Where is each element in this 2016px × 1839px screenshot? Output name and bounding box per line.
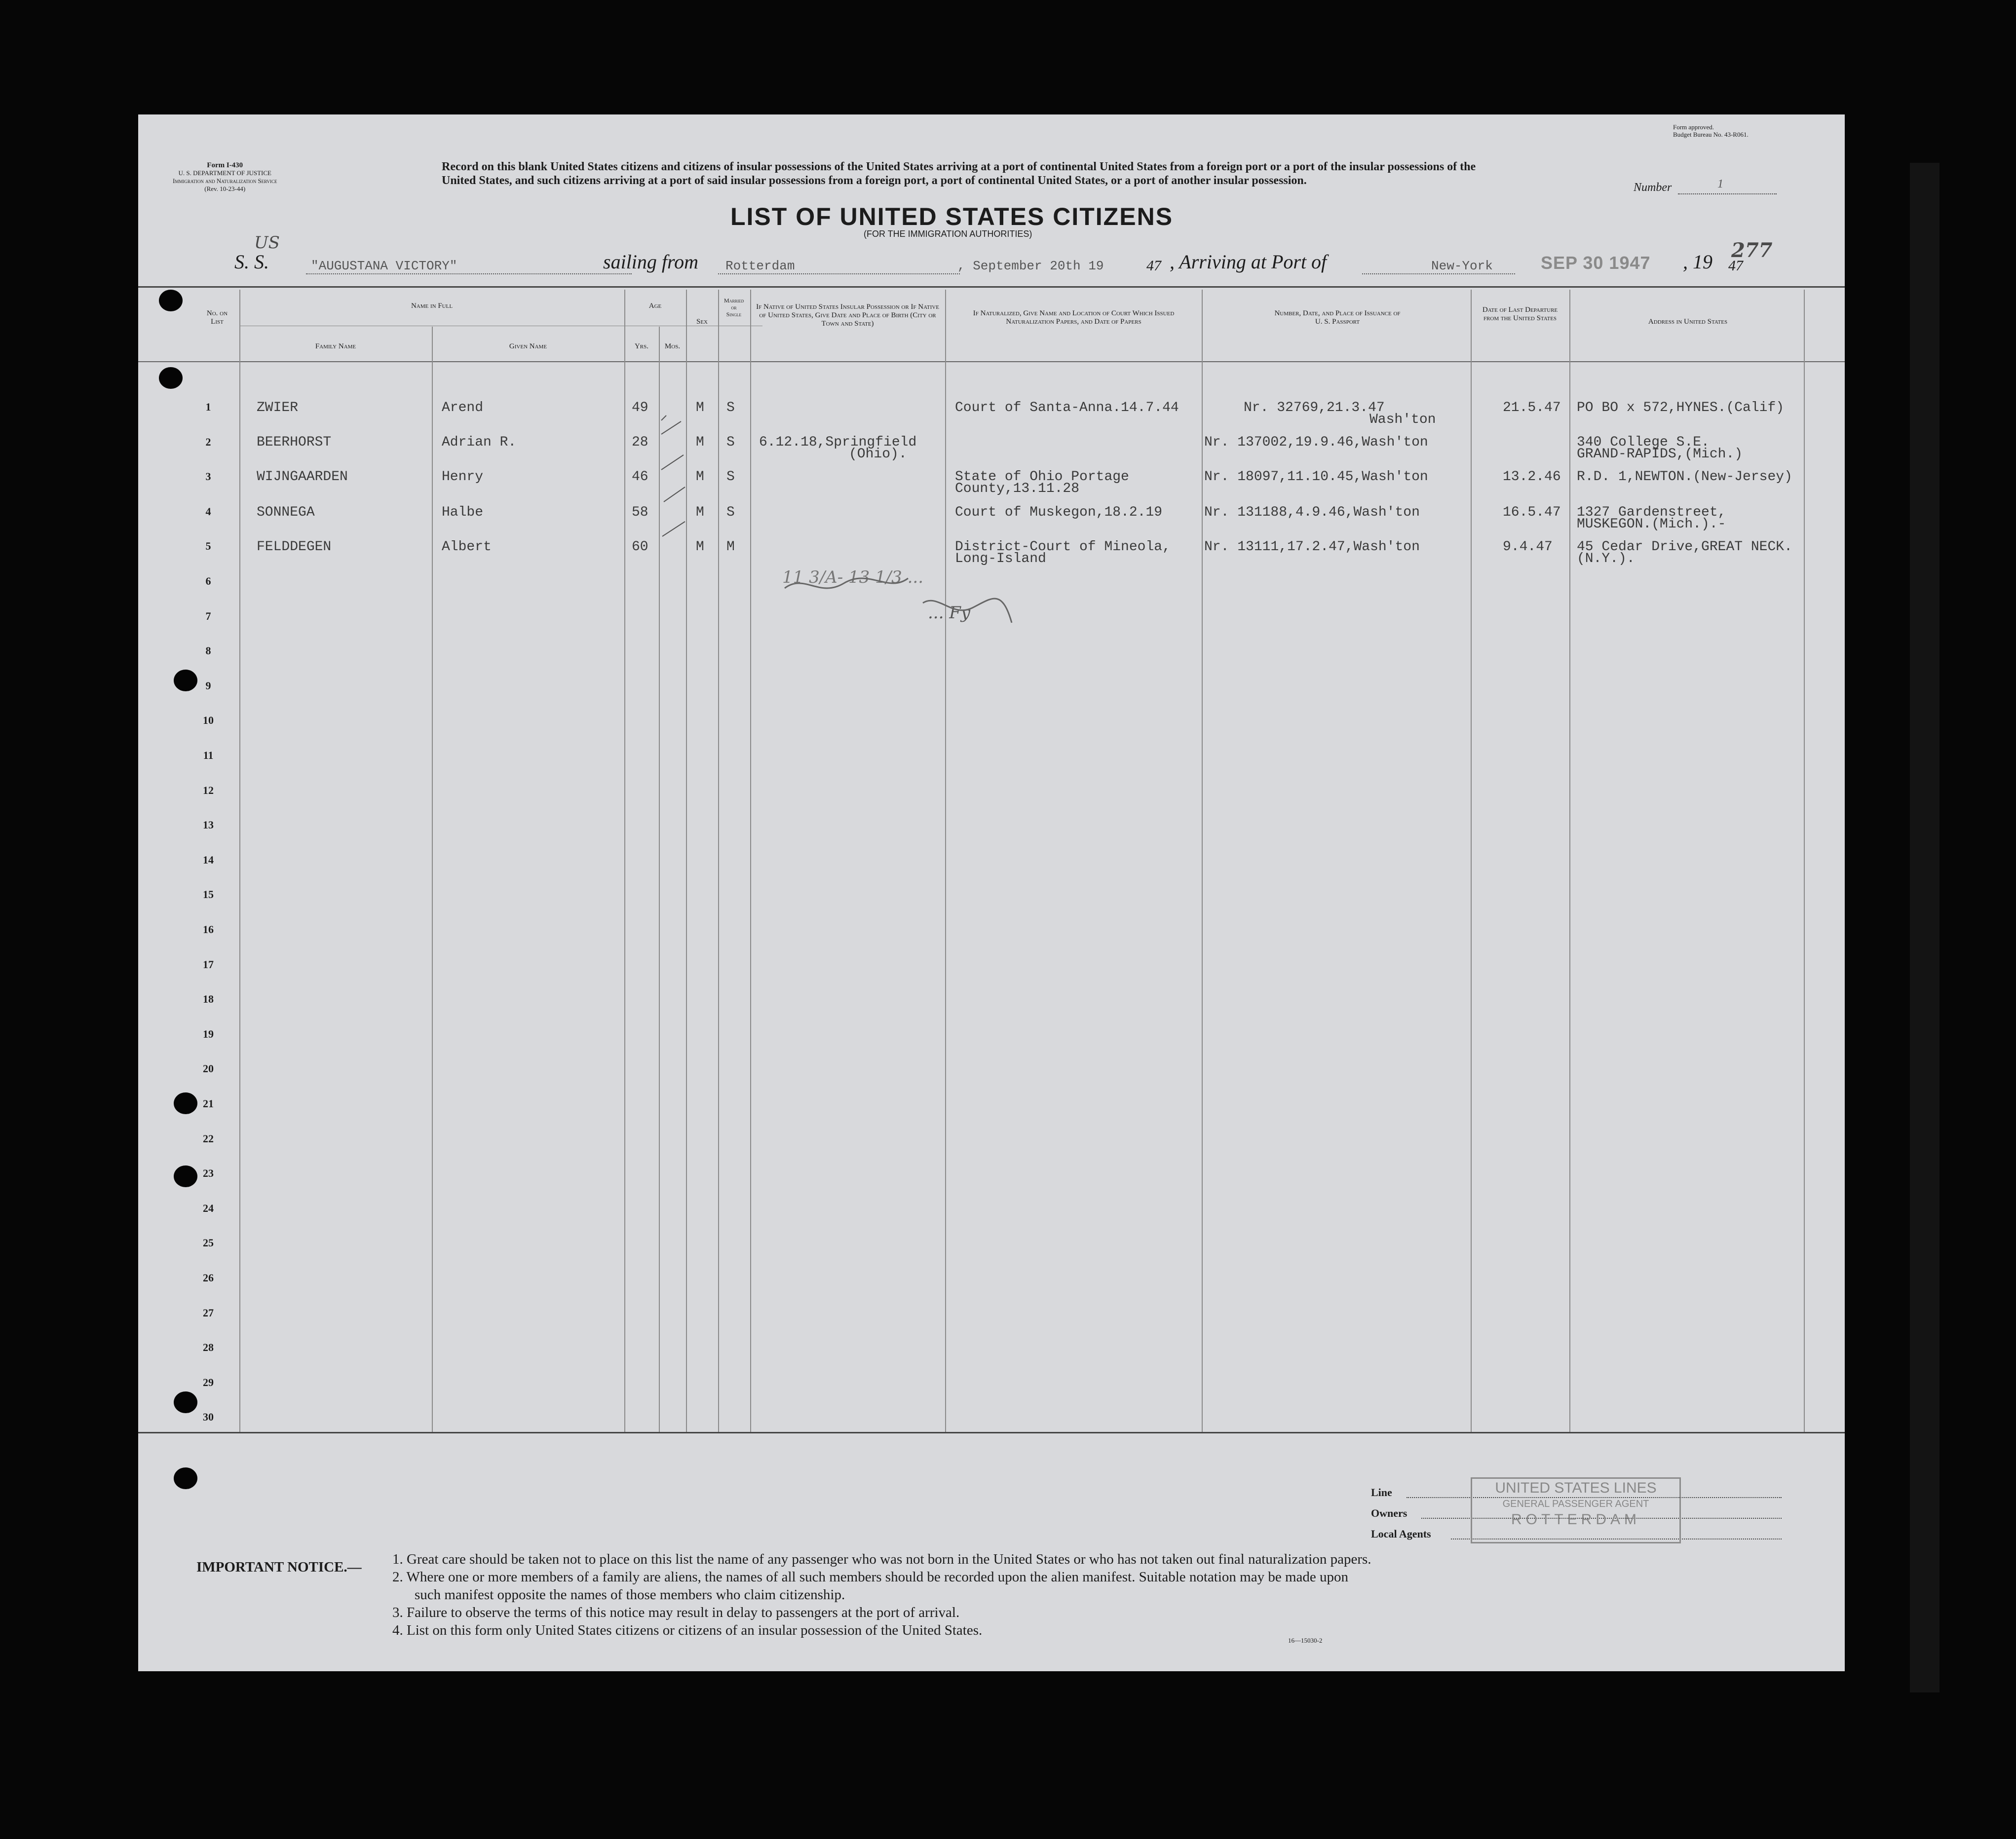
col-age: Age — [648, 302, 662, 310]
sailing-date — [957, 259, 1103, 273]
dept-line: U. S. DEPARTMENT OF JUSTICE — [178, 169, 271, 177]
col-given-name: Given Name — [509, 342, 547, 350]
col-name-in-full: Name in Full — [411, 302, 453, 310]
passport-cell: Nr. 137002,19.9.46,Wash'ton — [1204, 435, 1428, 450]
arriving-label: , Arriving at Port of — [1170, 251, 1327, 273]
date-text: , September 20th 19 — [957, 259, 1104, 273]
col-no-on-list: No. on List — [206, 309, 228, 326]
row-number: 3 — [205, 470, 211, 483]
row-number: 27 — [203, 1306, 214, 1319]
row-number: 13 — [203, 819, 214, 831]
punch-hole — [159, 290, 183, 311]
form-number: Form I-430 — [207, 161, 243, 169]
passport-cell: Nr. 32769,21.3.47 — [1244, 400, 1385, 415]
handwritten-note: 11 3/A- 13 1/3 ... — [782, 567, 924, 587]
arrival-stamp: SEP 30 1947 — [1541, 253, 1651, 273]
ss-label: S. S. — [234, 251, 269, 273]
col-family-name: Family Name — [315, 342, 356, 350]
naturalization-cell: State of Ohio Portage — [955, 469, 1129, 485]
notice-title: IMPORTANT NOTICE.— — [196, 1559, 362, 1575]
sex-cell: M — [696, 400, 704, 415]
department-block — [173, 161, 277, 193]
row-number: 23 — [203, 1167, 214, 1180]
page-title: LIST OF UNITED STATES CITIZENS — [730, 203, 1174, 230]
col-yrs: Yrs. — [634, 342, 649, 350]
row-number: 10 — [203, 714, 214, 727]
table-bottom-rule — [138, 1432, 1845, 1433]
naturalization-cell: Court of Muskegon,18.2.19 — [955, 505, 1163, 520]
address-cell: MUSKEGON.(Mich.).- — [1577, 517, 1726, 532]
marital-status-cell: S — [726, 469, 735, 485]
row-number: 21 — [203, 1097, 214, 1110]
notice-item: such manifest opposite the names of those members who claim citizenship. — [415, 1587, 845, 1603]
naturalization-cell: County,13.11.28 — [955, 481, 1080, 496]
form-code: 16—15030-2 — [1288, 1637, 1323, 1644]
family-name-cell: FELDDEGEN — [257, 539, 332, 555]
notice-item: 3. Failure to observe the terms of this notice may result in delay to passengers at the port of arrival. — [392, 1605, 960, 1620]
address-cell: R.D. 1,NEWTON.(New-Jersey) — [1577, 469, 1792, 485]
col-divider — [1804, 290, 1805, 1432]
given-name-cell: Adrian R. — [442, 435, 517, 450]
naturalization-cell: District-Court of Mineola, — [955, 539, 1171, 555]
stamp-line: UNITED STATES LINES — [1495, 1480, 1657, 1496]
age-years-cell: 58 — [632, 505, 648, 520]
address-cell: 340 College S.E. — [1577, 435, 1710, 450]
family-name-cell: ZWIER — [257, 400, 299, 415]
line-label: Line — [1371, 1486, 1392, 1499]
year-suffix: 47 — [1728, 258, 1743, 274]
col-naturalized: If Naturalized, Give Name and Location of Court Which Issued Naturalization Papers, and Date of Papers — [973, 309, 1175, 326]
naturalization-cell: Court of Santa-Anna.14.7.44 — [955, 400, 1179, 415]
notice-item: 1. Great care should be taken not to place on this list the name of any passenger who was not born in the United States or who has not taken out final naturalization papers. — [392, 1551, 1371, 1567]
row-number: 15 — [203, 888, 214, 901]
row-number: 17 — [203, 958, 214, 971]
family-name-cell: BEERHORST — [257, 435, 332, 450]
sailing-from: Rotterdam — [725, 259, 795, 273]
col-passport: Number, Date, and Place of Issuance of U. S. Passport — [1274, 309, 1401, 326]
row-number: 20 — [203, 1062, 214, 1075]
age-years-cell: 46 — [632, 469, 648, 485]
row-number: 18 — [203, 993, 214, 1006]
departure-date-cell: 21.5.47 — [1503, 400, 1561, 415]
col-divider — [1202, 290, 1203, 1432]
dept-line: (Rev. 10-23-44) — [204, 185, 246, 192]
handwritten-note: ... Fy — [928, 603, 971, 623]
punch-hole — [174, 1391, 197, 1413]
ship-name-line — [306, 273, 632, 274]
col-divider — [432, 327, 433, 1432]
age-years-cell: 60 — [632, 539, 648, 555]
col-address: Address in United States — [1648, 318, 1728, 326]
col-native: If Native of United States Insular Possession or If Native of United States, Give Date and Place of Birth (City or Town and State) — [756, 303, 939, 328]
stamp-line: GENERAL PASSENGER AGENT — [1502, 1499, 1649, 1509]
punch-hole — [159, 367, 183, 389]
age-years-cell: 28 — [632, 435, 648, 450]
number-value: 1 — [1717, 178, 1723, 190]
row-number: 29 — [203, 1376, 214, 1389]
address-cell: GRAND-RAPIDS,(Mich.) — [1577, 447, 1743, 462]
row-number: 11 — [203, 749, 214, 761]
row-number: 4 — [205, 505, 211, 518]
row-number: 19 — [203, 1027, 214, 1040]
naturalization-cell: Long-Island — [955, 551, 1046, 566]
notice-item: 4. List on this form only United States citizens or citizens of an insular possession of the United States. — [392, 1622, 983, 1638]
col-last-departure: Date of Last Departure from the United States — [1482, 306, 1558, 322]
address-cell: 45 Cedar Drive,GREAT NECK. — [1577, 539, 1792, 555]
punch-hole — [174, 1467, 197, 1489]
stamp-line: ROTTERDAM — [1511, 1511, 1640, 1528]
row-number: 26 — [203, 1272, 214, 1284]
given-name-cell: Halbe — [442, 505, 484, 520]
row-number: 22 — [203, 1132, 214, 1145]
row-number: 16 — [203, 923, 214, 936]
ship-name: "AUGUSTANA VICTORY" — [311, 259, 457, 273]
col-mos: Mos. — [664, 342, 681, 350]
col-divider — [718, 290, 719, 1432]
table-top-rule — [138, 286, 1845, 288]
form-approved-note — [1673, 123, 1749, 138]
form-approved-line: Form approved. — [1673, 123, 1714, 131]
marital-status-cell: M — [726, 539, 735, 555]
col-divider — [1569, 290, 1570, 1432]
row-number: 7 — [205, 609, 211, 622]
address-cell: 1327 Gardenstreet, — [1577, 505, 1726, 520]
row-number: 12 — [203, 784, 214, 796]
row-number: 2 — [205, 435, 211, 448]
departure-date-cell: 16.5.47 — [1503, 505, 1561, 520]
list-number: 277 — [1731, 239, 1773, 262]
marital-status-cell: S — [726, 400, 735, 415]
row-number: 5 — [205, 540, 211, 553]
col-divider — [624, 290, 625, 1432]
departure-date-cell: 9.4.47 — [1503, 539, 1553, 555]
age-tick-marks — [656, 396, 716, 652]
scan-edge-mark — [1910, 163, 1940, 1692]
header-bottom-rule — [138, 361, 1845, 362]
local-agents-label: Local Agents — [1371, 1528, 1431, 1540]
date-year: 47 — [1146, 258, 1161, 274]
col-divider — [750, 290, 751, 1432]
row-number: 1 — [205, 401, 211, 413]
passport-cell: Wash'ton — [1369, 412, 1436, 427]
row-number: 30 — [203, 1411, 214, 1424]
marital-status-cell: S — [726, 435, 735, 450]
budget-bureau-line: Budget Bureau No. 43-R061. — [1673, 131, 1749, 138]
sex-cell: M — [696, 469, 704, 485]
birth-place-cell: 6.12.18,Springfield — [759, 435, 917, 450]
shipping-line-stamp — [1471, 1477, 1681, 1543]
number-line — [1678, 193, 1777, 194]
passport-cell: Nr. 131188,4.9.46,Wash'ton — [1204, 505, 1420, 520]
row-number: 6 — [205, 575, 211, 587]
row-number: 25 — [203, 1237, 214, 1249]
col-divider — [945, 290, 946, 1432]
handwritten-scribble — [775, 568, 1031, 628]
notice-item: 2. Where one or more members of a family are aliens, the names of all such members should be recorded upon the alien manifest. Suitable notation may be made upon — [392, 1569, 1349, 1585]
arrival-port: New-York — [1431, 259, 1493, 273]
address-cell: PO BO x 572,HYNES.(Calif) — [1577, 400, 1785, 415]
marital-status-cell: S — [726, 505, 735, 520]
col-married-or-single: Married or Single — [724, 297, 744, 318]
departure-date-cell: 13.2.46 — [1503, 469, 1561, 485]
family-name-cell: SONNEGA — [257, 505, 315, 520]
page-subtitle: (FOR THE IMMIGRATION AUTHORITIES) — [864, 229, 1032, 239]
col-divider — [239, 290, 240, 1432]
intro-paragraph: Record on this blank United States citizens and citizens of insular possessions of the United States arriving at a port of continental United States from a foreign port or a port of the insular possessions of the United States, and such citizens arriving at a port of said insular possessions from a foreign port, a port of continental United States, or a port of another insular possession. — [442, 160, 1476, 187]
owners-label: Owners — [1371, 1507, 1407, 1519]
sex-cell: M — [696, 435, 704, 450]
passport-cell: Nr. 13111,17.2.47,Wash'ton — [1204, 539, 1420, 555]
number-label: Number — [1634, 181, 1672, 194]
age-years-cell: 49 — [632, 400, 648, 415]
col-sex: Sex — [696, 318, 708, 326]
given-name-cell: Albert — [442, 539, 492, 555]
passport-cell: Nr. 18097,11.10.45,Wash'ton — [1204, 469, 1428, 485]
row-number: 9 — [205, 679, 211, 692]
birth-place-cell: (Ohio). — [849, 447, 907, 462]
row-number: 28 — [203, 1341, 214, 1354]
col-divider — [1471, 290, 1472, 1432]
dept-line: Immigration and Naturalization Service — [173, 177, 277, 185]
sailing-from-line — [718, 273, 960, 274]
year-prefix: , 19 — [1683, 251, 1712, 273]
given-name-cell: Henry — [442, 469, 484, 485]
manifest-sheet — [138, 114, 1845, 1671]
row-number: 14 — [203, 853, 214, 866]
sex-cell: M — [696, 505, 704, 520]
row-number: 24 — [203, 1201, 214, 1214]
sailing-label: sailing from — [603, 251, 698, 273]
sex-cell: M — [696, 539, 704, 555]
row-number: 8 — [205, 644, 211, 657]
family-name-cell: WIJNGAARDEN — [257, 469, 348, 485]
given-name-cell: Arend — [442, 400, 484, 415]
ship-annotation: US — [254, 233, 280, 253]
address-cell: (N.Y.). — [1577, 551, 1635, 566]
arrival-port-line — [1362, 273, 1515, 274]
